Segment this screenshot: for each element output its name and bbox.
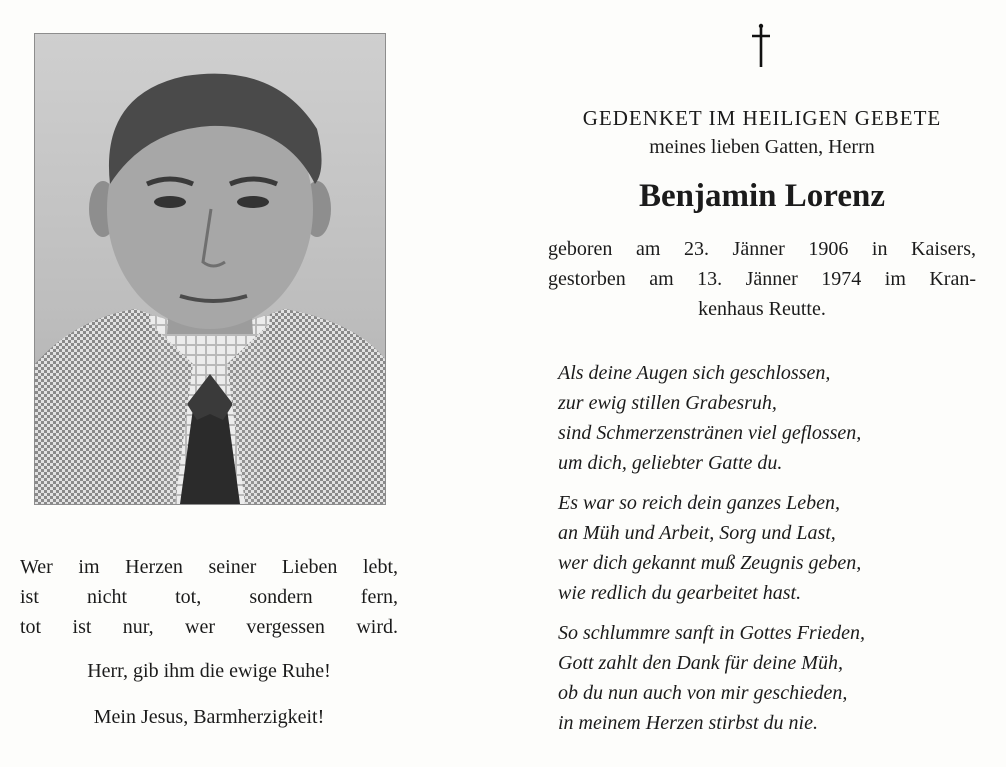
poem-line: wer dich gekannt muß Zeugnis geben, — [558, 552, 862, 574]
poem-line: zur ewig stillen Grabesruh, — [558, 392, 777, 414]
portrait-photo — [34, 33, 386, 505]
poem-line: Es war so reich dein ganzes Leben, — [558, 492, 841, 514]
poem-line: sind Schmerzenstränen viel geflossen, — [558, 422, 862, 444]
bio-line: geboren am 23. Jänner 1906 in Kaisers, — [548, 238, 976, 260]
bio-line: gestorben am 13. Jänner 1974 im Kran- — [548, 268, 976, 290]
poem-stanza — [558, 358, 978, 478]
life-dates — [548, 234, 976, 324]
poem-line: in meinem Herzen stirbst du nie. — [558, 712, 818, 734]
memorial-subheader: meines lieben Gatten, Herrn — [649, 136, 875, 158]
poem-line: Gott zahlt den Dank für deine Müh, — [558, 652, 843, 674]
poem-line: Als deine Augen sich geschlossen, — [558, 362, 831, 384]
memorial-header: GEDENKET IM HEILIGEN GEBETE — [582, 106, 942, 130]
verse-line: Wer im Herzen seiner Lieben lebt, — [20, 556, 398, 578]
deceased-name: Benjamin Lorenz — [639, 178, 885, 214]
memorial-verse — [20, 552, 398, 642]
exclamation-line: Mein Jesus, Barmherzigkeit! — [93, 706, 325, 728]
portrait-illustration — [35, 34, 385, 504]
poem-stanza — [558, 618, 978, 738]
poem-stanza — [558, 488, 978, 608]
poem-line: So schlummre sanft in Gottes Frieden, — [558, 622, 866, 644]
verse-line: tot ist nur, wer vergessen wird. — [20, 616, 398, 638]
prayer-line: Herr, gib ihm die ewige Ruhe! — [87, 660, 331, 682]
verse-line: ist nicht tot, sondern fern, — [20, 586, 398, 608]
poem-line: ob du nun auch von mir geschieden, — [558, 682, 848, 704]
poem-line: wie redlich du gearbeitet hast. — [558, 582, 802, 604]
poem-line: an Müh und Arbeit, Sorg und Last, — [558, 522, 836, 544]
cross-icon — [749, 23, 773, 73]
poem-line: um dich, geliebter Gatte du. — [558, 452, 783, 474]
bio-line: kenhaus Reutte. — [698, 298, 826, 320]
cross-symbol-graphic — [749, 23, 773, 69]
